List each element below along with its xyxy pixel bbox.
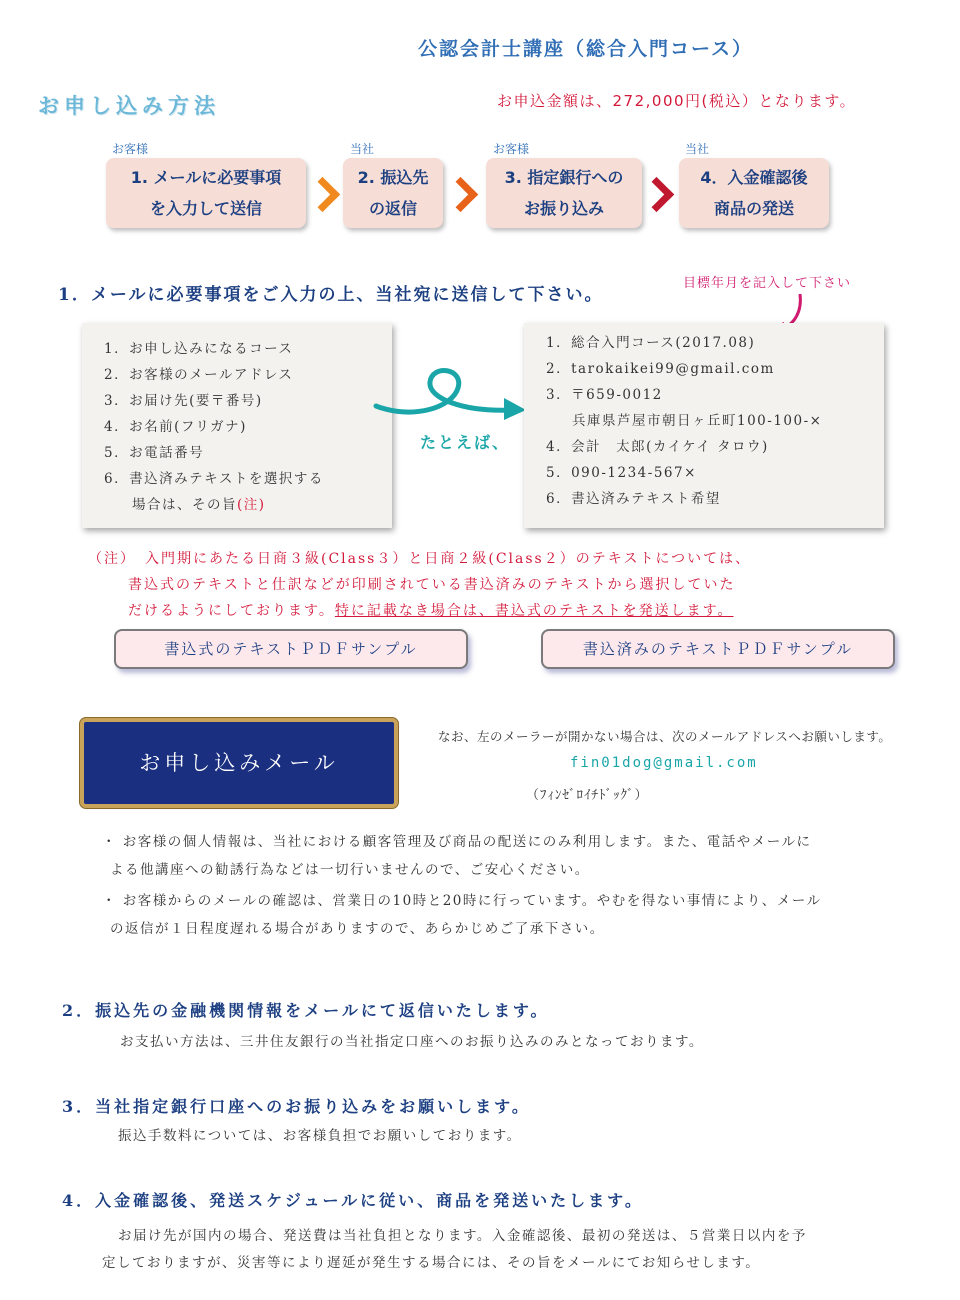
footnote-line [88, 598, 908, 624]
step-role: 当社 [350, 142, 375, 156]
list-item: 5．090-1234-567× [546, 465, 697, 481]
list-item: 兵庫県芦屋市朝日ヶ丘町100-100-× [572, 413, 823, 429]
alt-email-link[interactable]: fin01dog@gmail.com [570, 755, 758, 771]
price-notice: お申込金額は、272,000円(税込）となります。 [497, 92, 857, 110]
alt-instructions: なお、左のメーラーが開かない場合は、次のメールアドレスへお願いします。 [438, 729, 892, 744]
list-item: 1．お申し込みになるコース [104, 341, 294, 357]
section-3-body: 振込手数料については、お客様負担でお願いしております。 [118, 1128, 522, 1144]
example-label: たとえば、 [420, 433, 511, 452]
page-title: 公認会計士講座（総合入門コース） [418, 38, 754, 60]
list-item [104, 492, 324, 518]
step-line: お振り込み [523, 199, 604, 218]
section-1-title: 1．メールに必要事項をご入力の上、当社宛に送信して下さい。 [58, 285, 604, 305]
loop-arrow-icon [372, 358, 532, 428]
step-4 [679, 158, 829, 228]
step-role: お客様 [493, 142, 530, 156]
required-fields-card [82, 323, 392, 528]
list-item: 4．お名前(フリガナ) [104, 419, 247, 435]
privacy-note [102, 828, 811, 884]
section-4-title: 4．入金確認後、発送スケジュールに従い、商品を発送いたします。 [62, 1191, 644, 1210]
apply-mail-button[interactable]: お申し込みメール [80, 718, 398, 808]
list-item-text: 場合は、その旨 [132, 497, 237, 513]
list-item: 6．書込済みテキスト希望 [546, 491, 721, 507]
footnote-emphasis: 特に記載なき場合は、書込式のテキストを発送します。 [334, 603, 734, 619]
step-line: 3. 指定銀行への [504, 168, 624, 187]
section-3-title: 3．当社指定銀行口座へのお振り込みをお願いします。 [62, 1097, 531, 1116]
section-2-title: 2．振込先の金融機関情報をメールにて返信いたします。 [62, 1001, 550, 1020]
step-1 [106, 158, 306, 228]
step-line: 4．入金確認後 [700, 168, 808, 187]
footnote-line: （注） 入門期にあたる日商３級(Class３）と日商２級(Class２）のテキストについては、 [88, 551, 752, 567]
sample-pdf-button-1[interactable]: 書込式のテキストＰＤＦサンプル [114, 629, 468, 669]
email-reading: （ﾌｨﾝｾﾞﾛｲﾁﾄﾞｯｸﾞ） [526, 788, 649, 803]
footnote [88, 546, 908, 624]
note-marker: (注) [237, 497, 266, 513]
callout-text: 目標年月を記入して下さい [683, 276, 852, 291]
chevron-right-icon [443, 177, 478, 212]
reply-note [102, 887, 822, 943]
note-line: ・ お客様からのメールの確認は、営業日の10時と20時に行っています。やむを得ない事情により、メール [102, 893, 822, 909]
list-item: 3．お届け先(要〒番号) [104, 393, 263, 409]
sample-pdf-button-2[interactable]: 書込済みのテキストＰＤＦサンプル [541, 629, 895, 669]
step-line: の返信 [368, 199, 417, 218]
section-2-body: お支払い方法は、三井住友銀行の当社指定口座へのお振り込みのみとなっております。 [120, 1034, 704, 1050]
list-item: 2．お客様のメールアドレス [104, 367, 294, 383]
section-heading: お申し込み方法 [38, 94, 220, 118]
section-4-body-line1: お届け先が国内の場合、発送費は当社負担となります。入金確認後、最初の発送は、５営業日以内を予 [118, 1228, 807, 1244]
chevron-right-icon [305, 177, 340, 212]
step-role: お客様 [112, 142, 149, 156]
step-2 [343, 158, 443, 228]
step-line: 2. 振込先 [357, 168, 429, 187]
chevron-right-icon [639, 177, 674, 212]
list-item: 3．〒659-0012 [546, 387, 663, 403]
section-4-body-line2: 定しておりますが、災害等により遅延が発生する場合には、その旨をメールにてお知らせします。 [102, 1255, 761, 1271]
list-item: 4．会計 太郎(カイケイ タロウ) [546, 439, 769, 455]
list-item: 1．総合入門コース(2017.08) [546, 335, 756, 351]
step-line: を入力して送信 [149, 199, 262, 218]
list-item: 2．tarokaikei99@gmail.com [546, 361, 775, 377]
note-line: の返信が１日程度遅れる場合がありますので、あらかじめご了承下さい。 [110, 921, 605, 937]
list-item: 5．お電話番号 [104, 445, 205, 461]
step-3 [486, 158, 642, 228]
list-item: 6．書込済みテキストを選択する [104, 471, 324, 487]
footnote-text: だけるようにしております。 [128, 603, 335, 619]
step-line: 1. メールに必要事項 [130, 168, 282, 187]
note-line: ・ お客様の個人情報は、当社における顧客管理及び商品の配送にのみ利用します。また、電話やメールに [102, 834, 812, 850]
step-role: 当社 [685, 142, 710, 156]
note-line: よる他講座への勧誘行為などは一切行いませんので、ご安心ください。 [110, 862, 590, 878]
step-line: 商品の発送 [713, 199, 794, 218]
example-card [524, 323, 884, 528]
footnote-line: 書込式のテキストと仕訳などが印刷されている書込済みのテキストから選択していた [128, 577, 736, 593]
